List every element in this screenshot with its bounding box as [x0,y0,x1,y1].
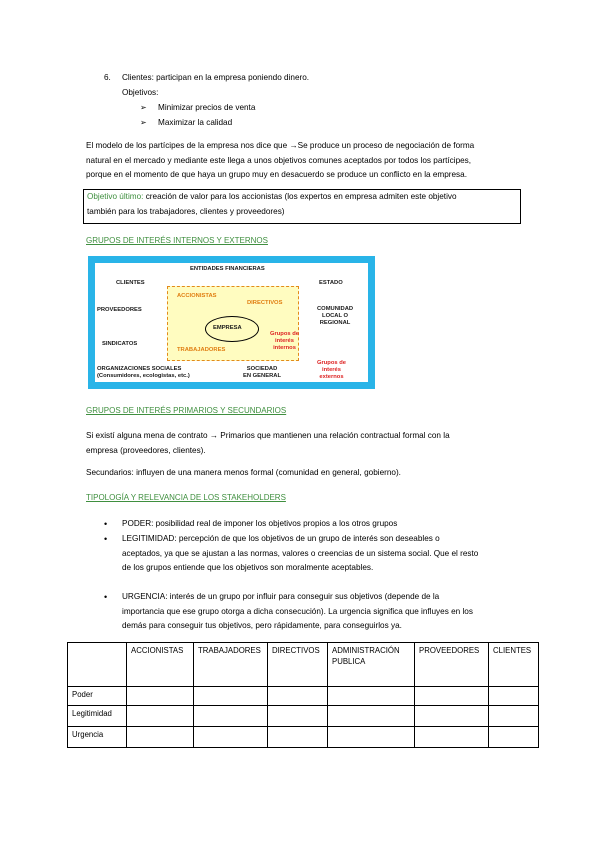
heading-internos-externos: GRUPOS DE INTERÉS INTERNOS Y EXTERNOS [86,236,268,245]
bullet-poder: PODER: posibilidad real de imponer los objetivos propios a los otros grupos [122,519,398,528]
table-header-cell: DIRECTIVOS [268,643,328,687]
table-header-cell: ADMINISTRACIÓN PUBLICA [328,643,415,687]
objective-bullet-1: Minimizar precios de venta [158,103,256,112]
table-row: Urgencia [68,727,539,748]
bullet-dot-icon: • [104,592,108,602]
table-header-cell: ACCIONISTAS [127,643,194,687]
table-row: Poder [68,687,539,706]
item-number: 6. [104,73,111,82]
secundarios-paragraph: Secundarios: influyen de una manera menos formal (comunidad en general, gobierno). [86,468,401,477]
arrow-bullet-icon: ➢ [140,103,147,112]
stakeholder-diagram: ENTIDADES FINANCIERAS CLIENTES ESTADO PROVEEDORES COMUNIDAD LOCAL O REGIONAL ACCIONISTAS DIRECTIVOS EMPRESA Grupos de interés internos SINDICATOS TRABAJADORES ORGANIZACIONES SOCIALES (Consumidores, ecologistas, etc.) SOCIEDAD EN GENERAL Grupos de interés externos [88,256,375,389]
arrow-bullet-icon: ➢ [140,118,147,127]
stakeholder-table [67,642,539,748]
table-header-cell: CLIENTES [489,643,539,687]
objetivo-ultimo-box: Objetivo último: creación de valor para los accionistas (los expertos en empresa admiten este objetivo también para los trabajadores, clientes y proveedores) [83,189,521,224]
table-header-cell: TRABAJADORES [194,643,268,687]
heading-tipologia: TIPOLOGÍA Y RELEVANCIA DE LOS STAKEHOLDERS [86,493,286,502]
primarios-paragraph: Si existí alguna mena de contrato → Primarios que mantienen una relación contractual formal con la empresa (proveedores, clientes). [86,431,450,455]
bullet-dot-icon: • [104,519,108,529]
table-row: Legitimidad [68,706,539,727]
bullet-dot-icon: • [104,534,108,544]
heading-primarios-secundarios: GRUPOS DE INTERÉS PRIMARIOS Y SECUNDARIOS [86,406,287,415]
objetivo-label: Objetivo último: [87,192,144,201]
model-paragraph: El modelo de los partícipes de la empresa nos dice que →Se produce un proceso de negociación de forma natural en el mercado y mediante este llega a unos objetivos comunes aceptados por todos los partícipes, porque en el momento de que haya un grupo muy en desacuerdo se produce un conflicto en la empresa. [86,141,475,179]
objectives-label: Objetivos: [122,88,159,97]
table-header-cell: PROVEEDORES [415,643,489,687]
bullet-urgencia: URGENCIA: interés de un grupo por influir para conseguir sus objetivos (depende de la importancia que ese grupo otorga a dicha consecución). La urgencia significa que influyes en los demás para conseguir tus objetivos, pero rápidamente, para conseguirlos ya. [122,592,473,630]
bullet-legitimidad: LEGITIMIDAD: percepción de que los objetivos de un grupo de interés son deseables o aceptados, ya que se ajustan a las normas, valores o creencias de un sistema social. Que el resto de los grupos entiende que los objetivos son moralmente aceptables. [122,534,479,572]
table-header-row [68,643,539,687]
item-title: Clientes: participan en la empresa poniendo dinero. [122,73,310,82]
objective-bullet-2: Maximizar la calidad [158,118,233,127]
